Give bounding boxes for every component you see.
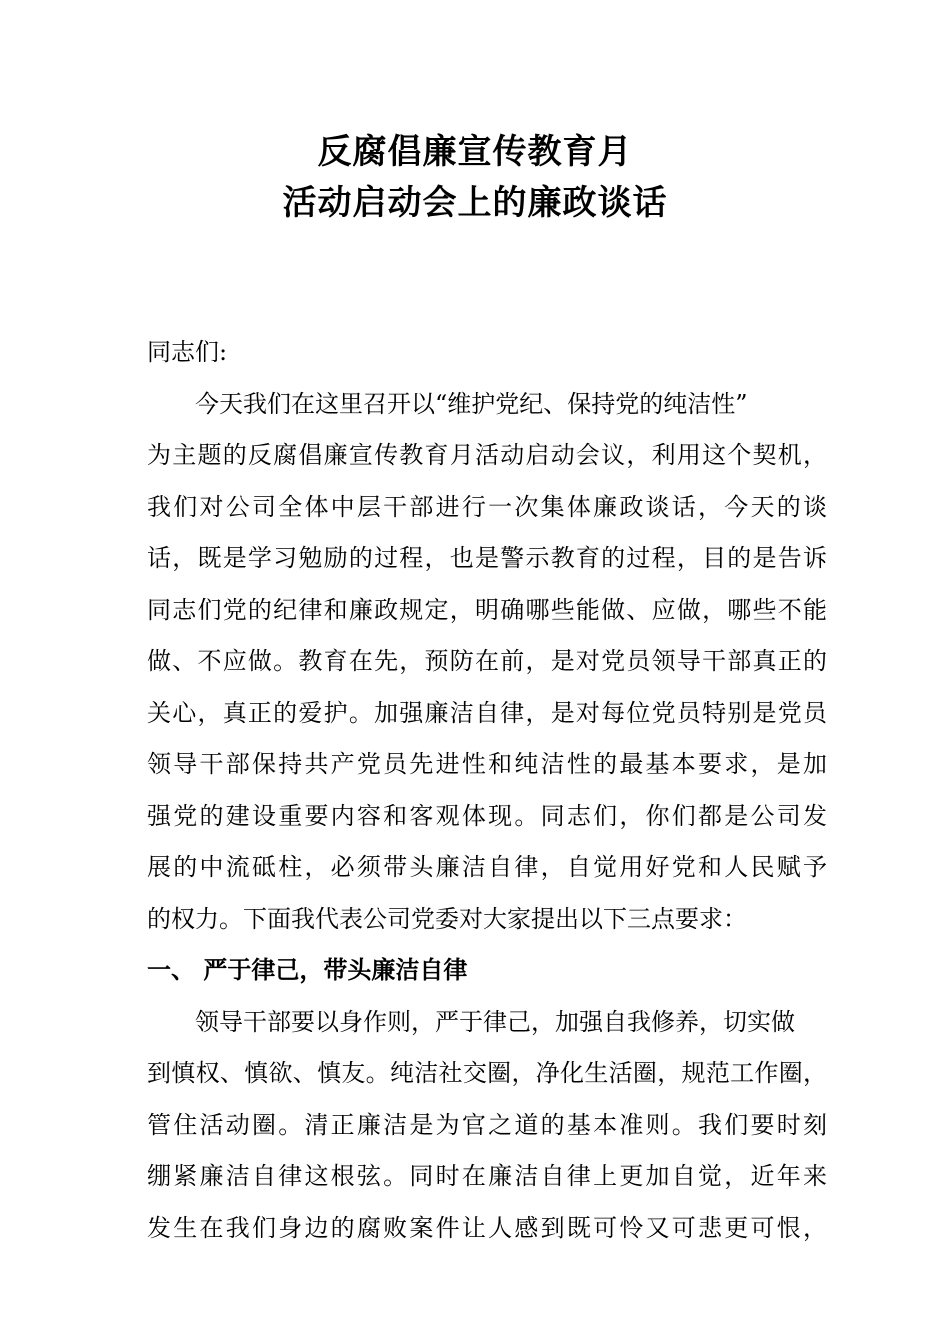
paragraph-line: 发生在我们身边的腐败案件让人感到既可怜又可悲更可恨， <box>147 1213 827 1242</box>
paragraph-line: 绷紧廉洁自律这根弦。同时在廉洁自律上更加自觉，近年来 <box>147 1162 827 1190</box>
document-title-line-1: 反腐倡廉宣传教育月 <box>317 132 633 172</box>
paragraph-line: 到慎权、慎欲、慎友。纯洁社交圈，净化生活圈，规范工作圈， <box>147 1059 827 1087</box>
paragraph-line: 展的中流砥柱，必须带头廉洁自律，自觉用好党和人民赋予 <box>147 853 827 881</box>
paragraph-line: 同志们党的纪律和廉政规定，明确哪些能做、应做，哪些不能 <box>147 595 827 624</box>
paragraph-line: 强党的建设重要内容和客观体现。同志们，你们都是公司发 <box>147 801 827 830</box>
section-heading-1: 一、 严于律己，带头廉洁自律 <box>147 956 468 984</box>
paragraph-line: 做、不应做。教育在先，预防在前，是对党员领导干部真正的 <box>147 647 827 675</box>
paragraph-1 <box>147 379 827 946</box>
paragraph-line: 我们对公司全体中层干部进行一次集体廉政谈话，今天的谈 <box>147 492 827 521</box>
document-title-line-2: 活动启动会上的廉政谈话 <box>282 183 668 223</box>
paragraph-line: 关心，真正的爱护。加强廉洁自律，是对每位党员特别是党员 <box>147 698 827 727</box>
paragraph-line: 今天我们在这里召开以“维护党纪、保持党的纯洁性” <box>147 389 748 418</box>
paragraph-line: 领导干部保持共产党员先进性和纯洁性的最基本要求，是加 <box>147 750 827 778</box>
paragraph-line: 话，既是学习勉励的过程，也是警示教育的过程，目的是告诉 <box>147 544 827 572</box>
paragraph-line: 为主题的反腐倡廉宣传教育月活动启动会议，利用这个契机， <box>147 441 827 469</box>
document-body <box>147 327 827 1254</box>
paragraph-line: 管住活动圈。清正廉洁是为官之道的基本准则。我们要时刻 <box>147 1110 827 1139</box>
salutation: 同志们: <box>147 338 228 366</box>
paragraph-line: 的权力。下面我代表公司党委对大家提出以下三点要求： <box>147 904 747 933</box>
paragraph-line: 领导干部要以身作则，严于律己，加强自我修养，切实做 <box>147 1007 795 1036</box>
paragraph-2 <box>147 997 827 1255</box>
